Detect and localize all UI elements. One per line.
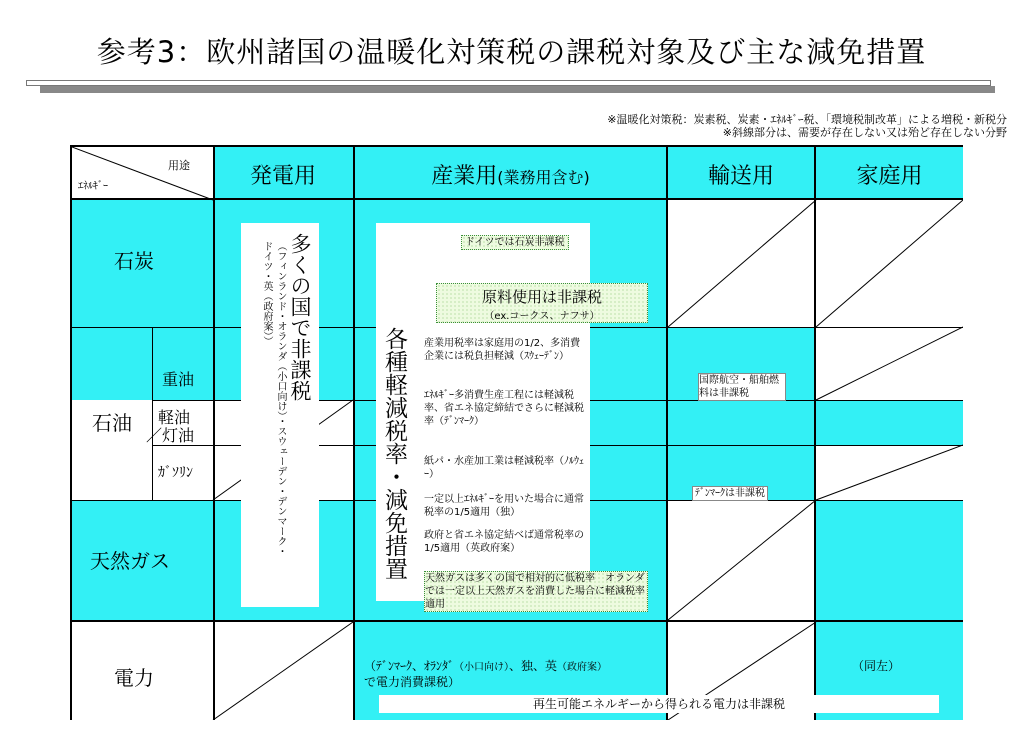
note-line-2: ※斜線部分は、需要が存在しない又は殆ど存在しない分野 — [722, 126, 1007, 139]
row-label-natural-gas: 天然ガス — [90, 549, 170, 573]
col-header-household: 家庭用 — [856, 164, 923, 189]
note-aviation: 国際航空・船舶燃料は非課税 — [698, 373, 786, 401]
renewable-electricity-note: 再生可能エネルギーから得られる電力は非課税 — [379, 695, 939, 713]
corner-use-label: 用途 — [168, 159, 190, 172]
industry-reduction-label: 各種軽減税率・減免措置 — [381, 327, 407, 580]
page-title: 参考3：欧州諸国の温暖化対策税の課税対象及び主な減免措置 — [96, 35, 927, 69]
power-exemption-main: 多くの国で非課税 — [288, 233, 312, 401]
electricity-countries-a: （ﾃﾞﾝﾏｰｸ、ｵﾗﾝﾀﾞ — [364, 659, 455, 673]
electricity-countries-e: で電力消費課税） — [364, 675, 461, 689]
header-divider — [72, 198, 963, 200]
note-denmark-transport: ﾃﾞﾝﾏｰｸは非課税 — [692, 486, 768, 501]
row-label-gasoline: ｶﾞｿﾘﾝ — [158, 465, 193, 481]
oil-subcol-divider — [152, 327, 153, 500]
electricity-household: （同左） — [852, 659, 901, 673]
corner-energy-label: ｴﾈﾙｷﾞｰ — [78, 181, 108, 192]
power-exemption-countries-2: ドイツ・英（政府案）） — [261, 241, 272, 346]
col-header-transport: 輸送用 — [707, 164, 774, 189]
col-divider-1 — [213, 147, 215, 720]
note-germany: 一定以上ｴﾈﾙｷﾞｰを用いた場合に通常税率の1/5適用（独） — [424, 494, 584, 518]
electricity-consumption-tax — [364, 659, 664, 690]
note-denmark: ｴﾈﾙｷﾞｰ多消費生産工程には軽減税率、省エネ協定締結でさらに軽減税率（ﾃﾞﾝﾏｰｸ） — [424, 390, 584, 427]
note-line-1: ※温暖化対策税：炭素税、炭素・ｴﾈﾙｷﾞｰ税、「環境税制改革」による増税・新税分 — [607, 113, 1007, 126]
note-feedstock: 原料使用は非課税 — [481, 288, 602, 306]
col-divider-4 — [814, 147, 816, 720]
col-header-industry — [355, 159, 666, 190]
note-feedstock-example: （ex.コークス、ナフサ） — [484, 311, 600, 322]
power-exemption-countries: （フィンランド・オランダ（小口向け）・スウェーデン・デンマーク・ — [275, 241, 286, 556]
tax-table — [70, 145, 963, 720]
note-germany-coal: ドイツでは石炭非課税 — [461, 235, 569, 250]
note-natural-gas: 天然ガスは多くの国で相対的に低税率 オランダでは一定以上天然ガスを消費した場合に軽減税率適用 — [424, 571, 648, 612]
row-label-electricity: 電力 — [114, 666, 154, 690]
col-header-industry-main: 産業用 — [431, 164, 498, 189]
note-sweden: 産業用税率は家庭用の1/2、多消費企業には税負担軽減（ｽｳｪｰﾃﾞﾝ） — [424, 338, 581, 362]
col-header-industry-sub: (業務用含む) — [497, 168, 590, 187]
row-label-heavy-oil: 重油 — [162, 370, 195, 389]
col-header-power: 発電用 — [249, 164, 316, 189]
electricity-countries-d: （政府案） — [557, 662, 608, 673]
electricity-countries-c: 、独、英 — [509, 659, 558, 673]
row-label-oil: 石油 — [92, 411, 132, 435]
power-exemption-box — [241, 223, 319, 607]
note-uk: 政府と省エネ協定結べば通常税率の1/5適用（英政府案） — [424, 530, 584, 554]
note-feedstock-box — [436, 283, 648, 323]
electricity-countries-b: （小口向け） — [454, 662, 510, 673]
row-label-light-oil: 軽油 — [158, 408, 191, 427]
col-divider-3 — [666, 147, 668, 720]
col-divider-2 — [353, 147, 355, 720]
row-label-coal: 石炭 — [114, 249, 154, 273]
note-norway: 紙パ・水産加工業は軽減税率（ﾉﾙｳｪｰ） — [424, 456, 584, 480]
electricity-divider — [72, 620, 963, 622]
title-rule-shadow — [40, 86, 995, 93]
row-label-kerosene: ／灯油 — [146, 426, 195, 445]
